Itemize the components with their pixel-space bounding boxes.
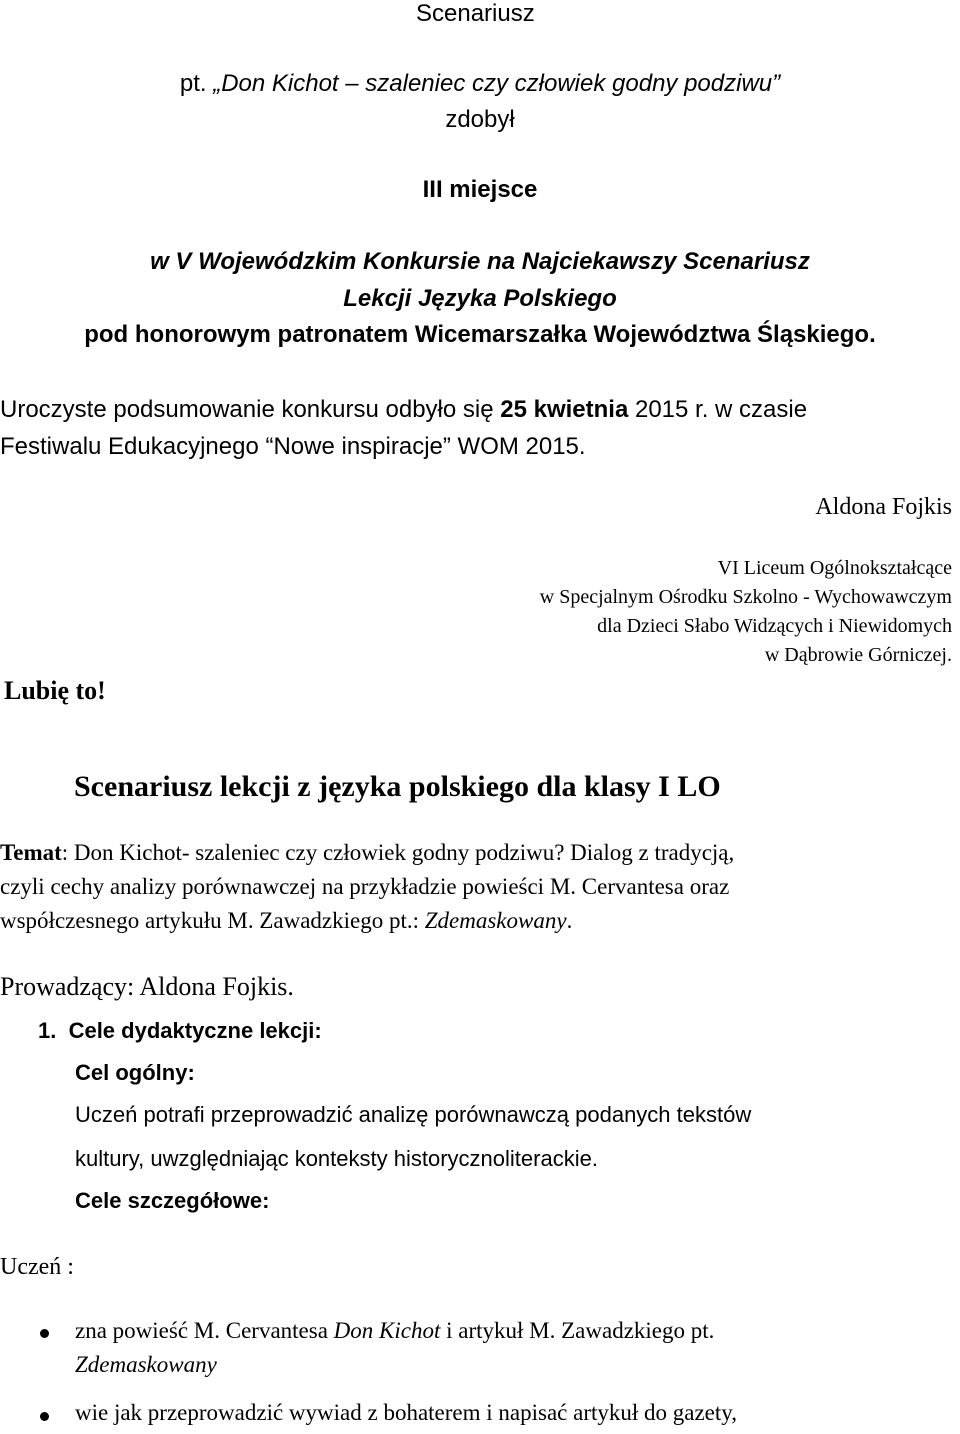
school-line-2: w Specjalnym Ośrodku Szkolno - Wychowawczym	[539, 586, 952, 608]
bullet-1-italic: Don Kichot	[333, 1318, 441, 1343]
author-name: Aldona Fojkis	[815, 494, 952, 520]
document-title-label: Scenariusz	[416, 0, 535, 27]
bullet-1-line-2: Zdemaskowany	[75, 1352, 217, 1377]
bullet-dot-1	[40, 1329, 49, 1338]
summary-text-b: 2015 r. w czasie	[628, 396, 808, 423]
detailed-goals-label: Cele szczegółowe:	[75, 1188, 270, 1213]
teacher-line: Prowadzący: Aldona Fojkis.	[0, 972, 294, 1001]
goals-heading: 1. Cele dydaktyczne lekcji:	[38, 1018, 322, 1043]
bullet-1-text-a: zna powieść M. Cervantesa	[75, 1318, 334, 1343]
topic-text-3b: .	[566, 908, 573, 933]
topic-text-3: współczesnego artykułu M. Zawadzkiego pt.:	[0, 908, 425, 933]
patronage-line: pod honorowym patronatem Wicemarszałka Województwa Śląskiego.	[84, 321, 876, 348]
topic-italic-title: Zdemaskowany	[424, 908, 567, 933]
lesson-heading: Scenariusz lekcji z języka polskiego dla klasy I LO	[74, 770, 721, 803]
general-goal-line-2: kultury, uwzględniając konteksty historycznoliterackie.	[75, 1146, 598, 1171]
lubie-to-label: Lubię to!	[4, 676, 106, 705]
uczen-label: Uczeń :	[0, 1254, 74, 1280]
bullet-1-text-b: i artykuł M. Zawadzkiego pt.	[440, 1318, 715, 1343]
topic-text-1: : Don Kichot- szaleniec czy człowiek godny podziwu? Dialog z tradycją,	[61, 840, 735, 865]
award-zdobyl: zdobył	[445, 106, 515, 133]
contest-line-2: Lekcji Języka Polskiego	[343, 285, 617, 312]
school-line-4: w Dąbrowie Górniczej.	[764, 644, 952, 666]
general-goal-label: Cel ogólny:	[75, 1060, 195, 1085]
scenario-title	[0, 70, 960, 98]
summary-date: 25 kwietnia	[500, 396, 629, 423]
award-place: III miejsce	[422, 176, 538, 203]
bullet-dot-2	[40, 1412, 49, 1421]
summary-line-1	[0, 396, 807, 424]
title-prefix: pt.	[179, 70, 214, 97]
general-goal-line-1: Uczeń potrafi przeprowadzić analizę porównawczą podanych tekstów	[75, 1102, 752, 1127]
summary-line-2: Festiwalu Edukacyjnego “Nowe inspiracje” WOM 2015.	[0, 433, 586, 460]
topic-line-1	[0, 840, 734, 866]
topic-line-3	[0, 908, 572, 934]
title-italic: „Don Kichot – szaleniec czy człowiek godny podziwu”	[213, 70, 781, 97]
topic-label: Temat	[0, 840, 62, 865]
topic-line-2: czyli cechy analizy porównawczej na przykładzie powieści M. Cervantesa oraz	[0, 874, 730, 899]
school-line-1: VI Liceum Ogólnokształcące	[717, 557, 952, 579]
school-line-3: dla Dzieci Słabo Widzących i Niewidomych	[597, 615, 952, 637]
bullet-1-line-1	[75, 1318, 714, 1344]
bullet-2-line: wie jak przeprowadzić wywiad z bohaterem i napisać artykuł do gazety,	[75, 1400, 738, 1425]
contest-line-1: w V Wojewódzkim Konkursie na Najciekawszy Scenariusz	[150, 248, 810, 275]
summary-text-a: Uroczyste podsumowanie konkursu odbyło się	[0, 396, 501, 423]
